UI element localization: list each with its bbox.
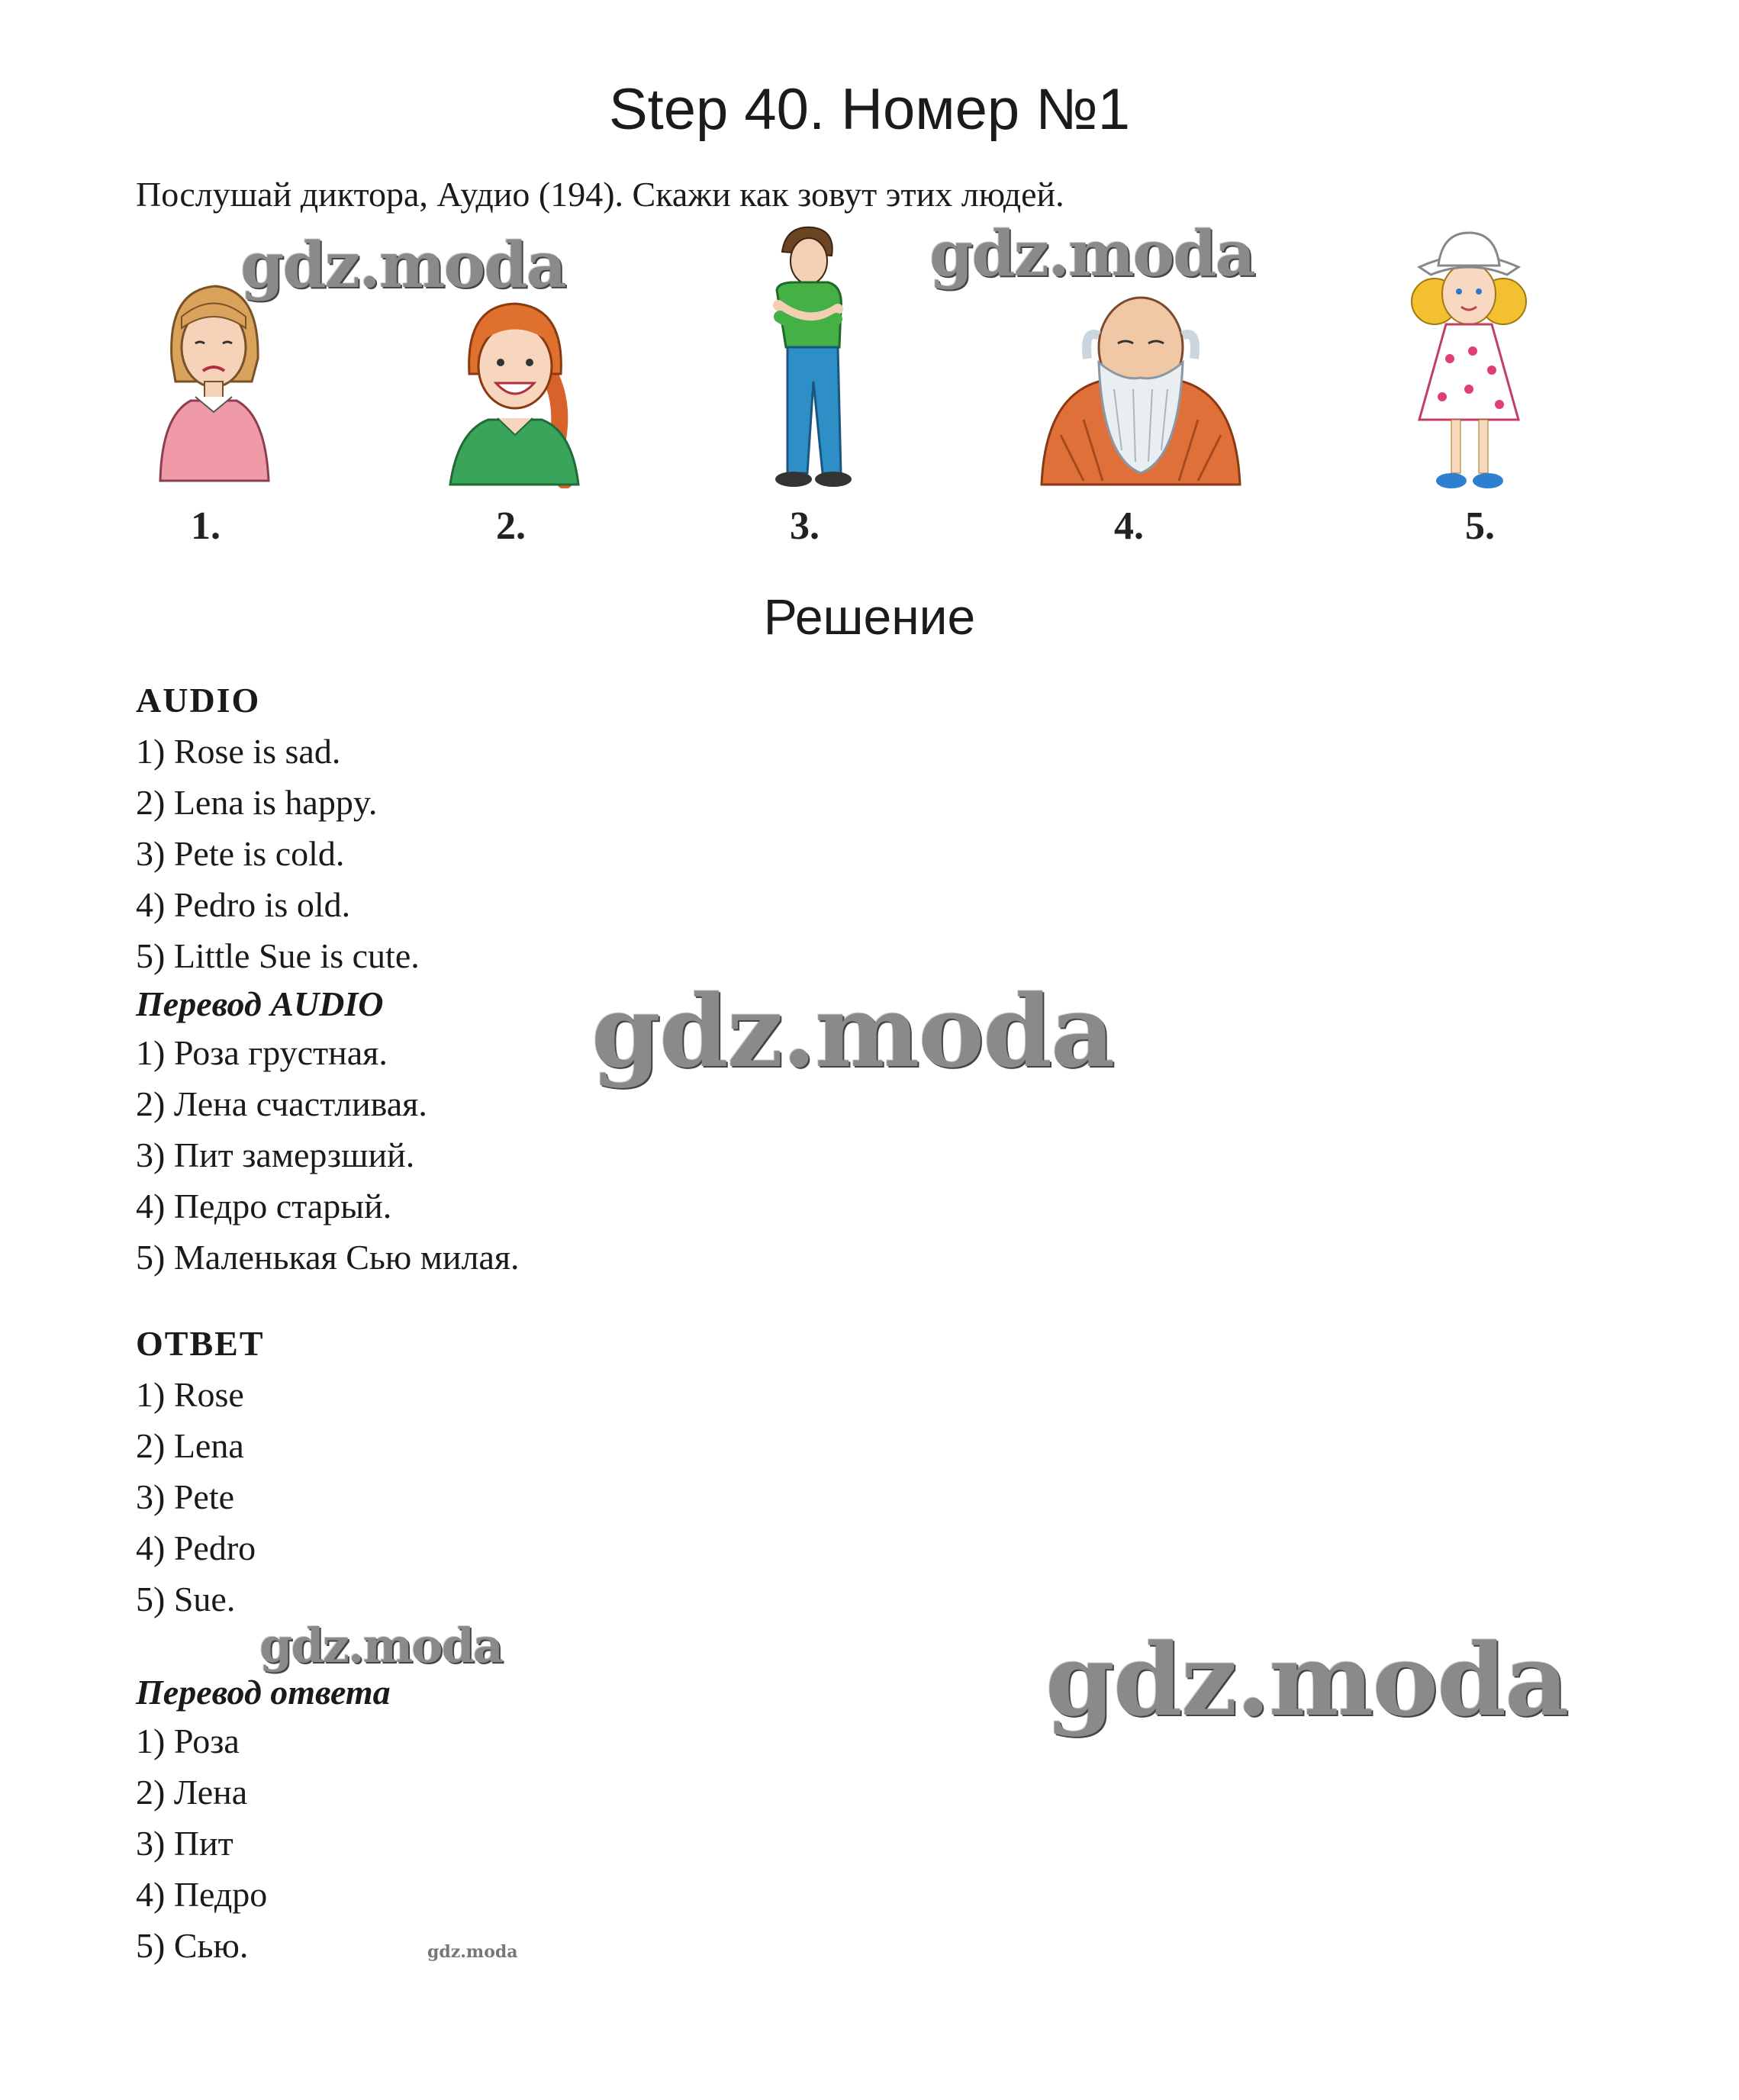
task-instruction: Послушай диктора, Аудио (194). Скажи как зовут этих людей.	[136, 175, 1064, 214]
watermark-small: gdz.moda	[427, 1942, 518, 1962]
watermark: gdz.moda	[929, 217, 1254, 291]
answer-line: 3) Pete	[136, 1477, 235, 1516]
answer-section	[136, 1319, 265, 1625]
answer-translation-section	[136, 1670, 391, 1971]
figure-pete-illustration	[755, 221, 870, 496]
solution-title: Решение	[763, 588, 976, 645]
answer-line: 1) Rose	[136, 1375, 244, 1414]
watermark: gdz.moda	[591, 973, 1114, 1090]
audio-line: 3) Pete is cold.	[136, 834, 345, 873]
audio-translation-line: 4) Педро старый.	[136, 1187, 392, 1226]
figure-lena-illustration	[443, 290, 595, 488]
answer-translation-line: 1) Роза	[136, 1722, 240, 1760]
answer-translation-line: 3) Пит	[136, 1824, 233, 1863]
answer-line: 4) Pedro	[136, 1528, 256, 1567]
watermark: gdz.moda	[1045, 1622, 1568, 1738]
audio-translation-section	[136, 981, 520, 1283]
answer-line: 2) Lena	[136, 1426, 244, 1465]
answer-translation-line: 5) Сью.	[136, 1926, 249, 1965]
audio-translation-line: 5) Маленькая Сью милая.	[136, 1238, 520, 1277]
audio-section	[136, 675, 420, 981]
audio-line: 1) Rose is sad.	[136, 732, 341, 771]
figure-pedro-illustration	[1038, 282, 1244, 488]
audio-line: 4) Pedro is old.	[136, 885, 351, 924]
figure-sue-illustration	[1404, 229, 1534, 496]
answer-line: 5) Sue.	[136, 1580, 236, 1618]
figure-number-5: 5.	[1465, 504, 1495, 548]
answer-translation-heading: Перевод ответа	[136, 1673, 391, 1712]
audio-heading: AUDIO	[136, 681, 261, 720]
audio-translation-line: 2) Лена счастливая.	[136, 1084, 427, 1123]
answer-translation-line: 2) Лена	[136, 1773, 248, 1812]
audio-translation-heading: Перевод AUDIO	[136, 984, 384, 1023]
figure-number-4: 4.	[1114, 504, 1144, 548]
audio-line: 2) Lena is happy.	[136, 783, 378, 822]
watermark: gdz.moda	[240, 229, 565, 302]
figure-rose-illustration	[145, 275, 282, 488]
figure-number-1: 1.	[191, 504, 221, 548]
answer-translation-line: 4) Педро	[136, 1875, 268, 1914]
watermark: gdz.moda	[259, 1618, 502, 1673]
figure-number-3: 3.	[790, 504, 820, 548]
figure-number-2: 2.	[496, 504, 526, 548]
audio-translation-line: 3) Пит замерзший.	[136, 1135, 415, 1174]
audio-translation-line: 1) Роза грустная.	[136, 1033, 388, 1072]
audio-line: 5) Little Sue is cute.	[136, 936, 420, 975]
page-title: Step 40. Номер №1	[608, 77, 1131, 142]
answer-heading: ОТВЕТ	[136, 1324, 265, 1363]
